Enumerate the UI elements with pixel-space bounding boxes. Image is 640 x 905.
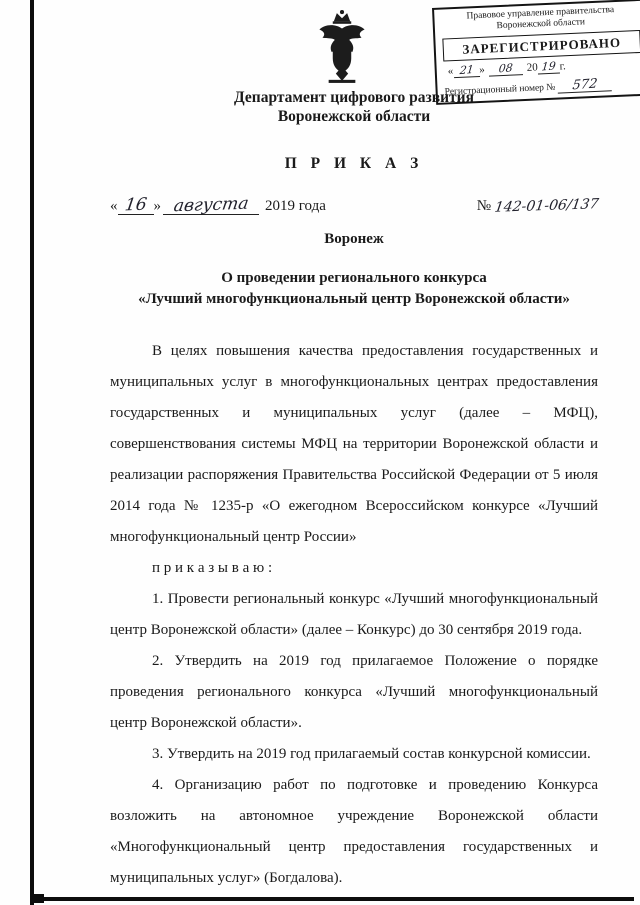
date-year: 2019 года — [265, 197, 326, 214]
body-paragraph-preamble: В целях повышения качества предоставления государственных и муниципальных услуг в многофункциональных центрах предоставления государственных и муниципальных услуг (далее – МФЦ), совершенствования системы МФЦ на территории Воронежской области и реализации распоряжения Правительства Российской Федерации от 5 июля 2014 года № 1235-р «О ежегодном Всероссийском конкурсе «Лучший многофункциональный центр России» — [110, 342, 598, 545]
date-day-handwritten: 16 — [123, 194, 148, 216]
authority-line2: Воронежской области — [277, 108, 431, 126]
stamp-registered-label: ЗАРЕГИСТРИРОВАНО — [442, 30, 640, 62]
stamp-open-quote: « — [447, 65, 454, 78]
body-paragraph-item3: 3. Утвердить на 2019 год прилагаемый состав конкурсной комиссии. — [152, 745, 591, 762]
document-title — [110, 268, 598, 310]
issue-city: Воронеж — [324, 230, 384, 247]
document-title-line1: О проведении регионального конкурса — [221, 269, 487, 286]
body-paragraph-item2: 2. Утвердить на 2019 год прилагаемое Положение о порядке проведения регионального конкурса «Лучший многофункциональный центр Воронежской области». — [110, 652, 598, 731]
scan-edge-corner — [30, 894, 44, 903]
stamp-reg-label: Регистрационный номер № — [444, 82, 556, 98]
stamp-year-prefix: 20 — [526, 61, 538, 75]
decree-keyword: п р и к а з ы в а ю : — [152, 559, 273, 576]
document-number-handwritten: 142-01-06/137 — [493, 195, 600, 216]
stamp-year-handwritten: 19 — [541, 59, 557, 74]
stamp-year-suffix: г. — [559, 60, 566, 73]
issuing-authority — [110, 88, 598, 127]
date-month-handwritten: августа — [172, 193, 250, 217]
stamp-day-handwritten: 21 — [458, 63, 474, 78]
stamp-org-line2: Воронежской области — [496, 17, 586, 32]
stamp-reg-number-handwritten: 572 — [571, 75, 598, 93]
date-close-quote: » — [153, 197, 161, 214]
stamp-org-line1: Правовое управление правительства — [466, 5, 615, 22]
document-number — [476, 195, 600, 216]
stamp-month-handwritten: 08 — [498, 61, 514, 76]
scan-edge-bottom — [30, 897, 634, 901]
document-content — [0, 88, 640, 894]
body-paragraph-item1: 1. Провести региональный конкурс «Лучший многофункциональный центр Воронежской области» (далее – Конкурс) до 30 сентября 2019 года. — [110, 590, 598, 638]
date-open-quote: « — [110, 197, 118, 214]
document-title-line2: «Лучший многофункциональный центр Воронежской области» — [138, 290, 570, 307]
authority-line1: Департамент цифрового развития — [234, 89, 474, 106]
stamp-close-quote: » — [479, 64, 486, 77]
number-sign: № — [476, 197, 491, 214]
document-type-heading: П Р И К А З — [284, 154, 424, 172]
coat-of-arms-icon — [316, 8, 368, 86]
document-body — [110, 336, 598, 894]
date-number-row — [110, 193, 600, 217]
issue-date — [110, 193, 326, 217]
body-paragraph-item4: 4. Организацию работ по подготовке и проведению Конкурса возложить на автономное учреждение Воронежской области «Многофункциональный центр предоставления государственных и муниципальных услуг» (Богдалова). — [110, 776, 598, 886]
